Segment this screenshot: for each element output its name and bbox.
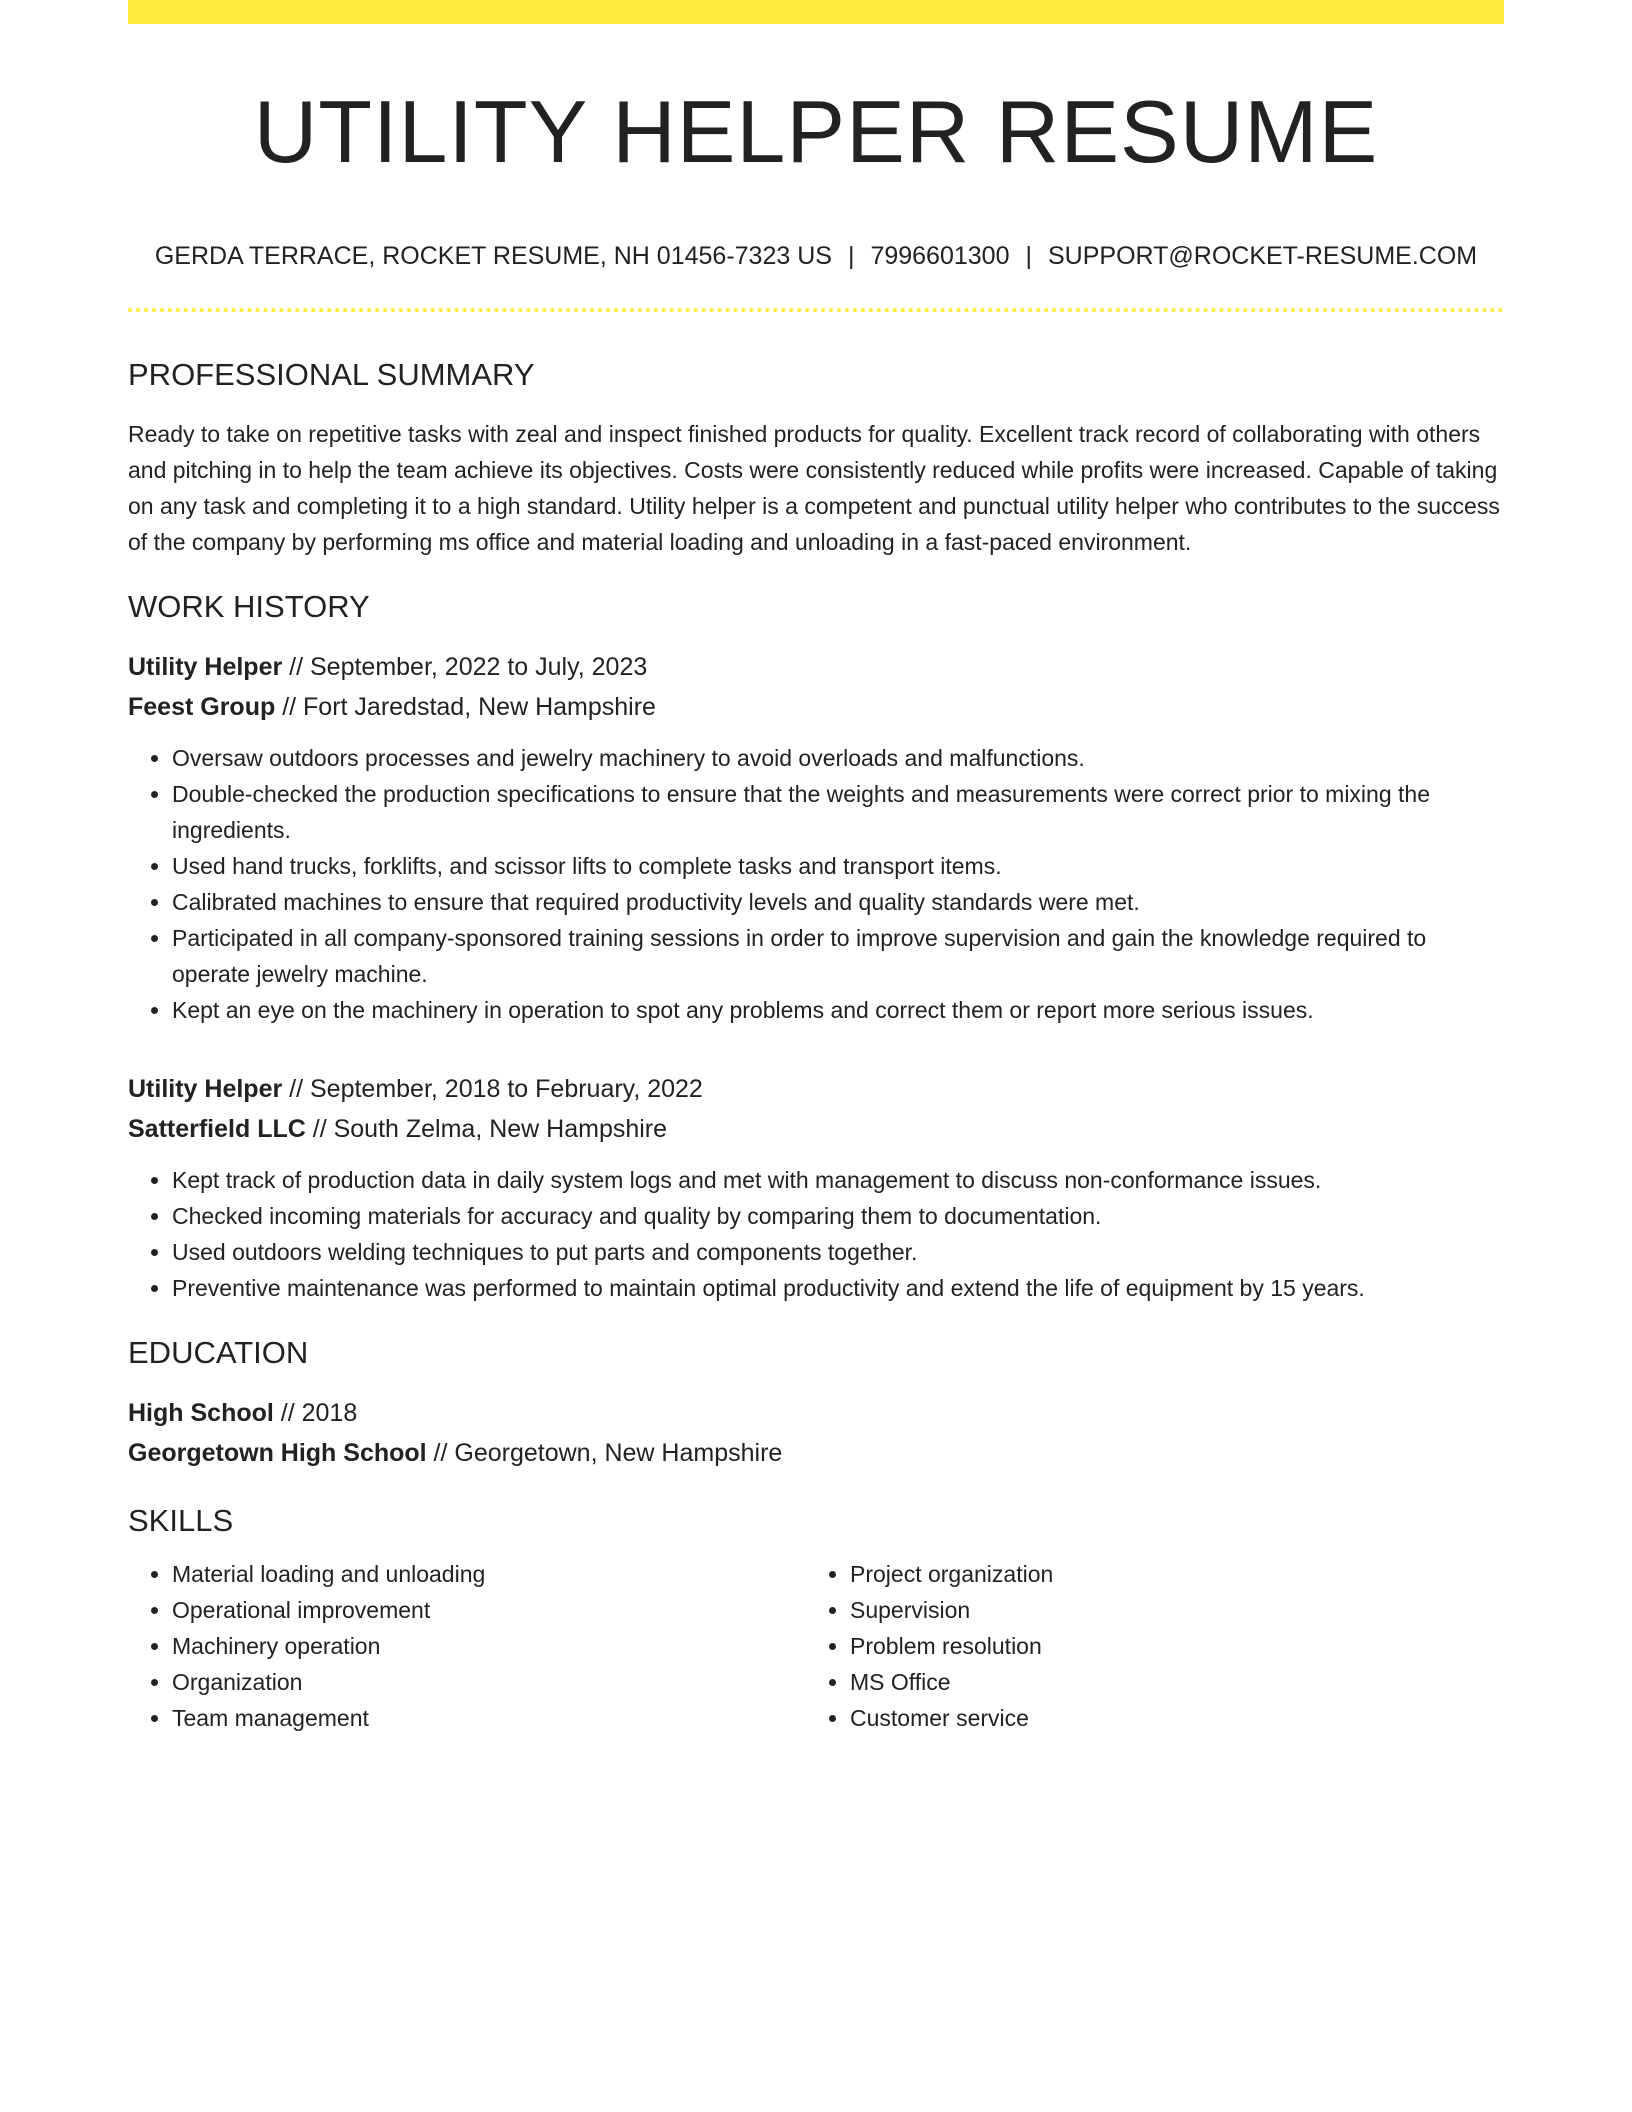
skills-list-right [806, 1556, 1484, 1736]
job-dates: // September, 2022 to July, 2023 [282, 653, 648, 681]
job-bullet: • Participated in all company-sponsored training sessions in order to improve supervision and gain the knowledge required to operate jewelry machine. [172, 920, 1504, 992]
dotted-divider [128, 308, 1504, 312]
contact-address: GERDA TERRACE, ROCKET RESUME, NH 01456-7323 US [154, 242, 832, 270]
resume-page [128, 0, 1504, 1736]
contact-separator: | [1025, 242, 1032, 270]
education-school-line [128, 1434, 1504, 1472]
skills-list-left [128, 1556, 806, 1736]
summary-text: Ready to take on repetitive tasks with zeal and inspect finished products for quality. Excellent track record of collaborating with others and pitching in to help the team achieve its objectives. Costs were consistently reduced while profits were increased. Capable of taking on any task and completing it to a high standard. Utility helper is a competent and punctual utility helper who contributes to the success of the company by performing ms office and material loading and unloading in a fast-paced environment. [128, 421, 1500, 555]
skill-item: • Supervision [850, 1592, 1484, 1628]
job-bullet: • Used outdoors welding techniques to put parts and components together. [172, 1234, 1504, 1270]
job-bullet: • Kept track of production data in daily system logs and met with management to discuss non-conformance issues. [172, 1162, 1504, 1198]
job-bullet: • Calibrated machines to ensure that required productivity levels and quality standards were met. [172, 884, 1504, 920]
skill-item: • Organization [172, 1664, 806, 1700]
job-dates: // September, 2018 to February, 2022 [282, 1075, 703, 1103]
education-school: Georgetown High School [128, 1439, 427, 1467]
job-entry [128, 1070, 1504, 1306]
education-location: // Georgetown, New Hampshire [426, 1439, 783, 1467]
job-company: Feest Group [128, 693, 276, 721]
job-company-line [128, 688, 1504, 726]
skills-columns [128, 1556, 1504, 1736]
job-bullet: • Kept an eye on the machinery in operation to spot any problems and correct them or report more serious issues. [172, 992, 1504, 1028]
job-entry [128, 648, 1504, 1028]
skill-item: • Machinery operation [172, 1628, 806, 1664]
job-role: Utility Helper [128, 653, 283, 681]
job-title-line [128, 648, 1504, 686]
contact-line [128, 240, 1504, 272]
job-title-line [128, 1070, 1504, 1108]
job-spacer [128, 1028, 1504, 1050]
skill-item: • Customer service [850, 1700, 1484, 1736]
job-role: Utility Helper [128, 1075, 283, 1103]
job-bullets [128, 740, 1504, 1028]
job-location: // Fort Jaredstad, New Hampshire [275, 693, 656, 721]
job-location: // South Zelma, New Hampshire [305, 1115, 668, 1143]
skill-item: • MS Office [850, 1664, 1484, 1700]
skills-heading: SKILLS [128, 1503, 234, 1538]
skill-item: • Material loading and unloading [172, 1556, 806, 1592]
job-bullet: • Oversaw outdoors processes and jewelry machinery to avoid overloads and malfunctions. [172, 740, 1504, 776]
job-company: Satterfield LLC [128, 1115, 306, 1143]
skill-item: • Team management [172, 1700, 806, 1736]
contact-phone: 7996601300 [870, 242, 1010, 270]
skill-item: • Project organization [850, 1556, 1484, 1592]
job-bullet: • Double-checked the production specifications to ensure that the weights and measurements were correct prior to mixing the ingredients. [172, 776, 1504, 848]
contact-separator: | [847, 242, 855, 270]
job-bullets [128, 1162, 1504, 1306]
summary-heading: PROFESSIONAL SUMMARY [128, 357, 535, 392]
job-company-line [128, 1110, 1504, 1148]
job-bullet: • Preventive maintenance was performed to maintain optimal productivity and extend the life of equipment by 15 years. [172, 1270, 1504, 1306]
education-year: // 2018 [273, 1399, 358, 1427]
education-degree: High School [128, 1399, 274, 1427]
skill-item: • Operational improvement [172, 1592, 806, 1628]
resume-title: UTILITY HELPER RESUME [253, 82, 1379, 181]
top-accent-bar [128, 0, 1504, 24]
job-bullet: • Used hand trucks, forklifts, and scissor lifts to complete tasks and transport items. [172, 848, 1504, 884]
education-degree-line [128, 1394, 1504, 1432]
contact-email: SUPPORT@ROCKET-RESUME.COM [1047, 242, 1478, 270]
skill-item: • Problem resolution [850, 1628, 1484, 1664]
job-bullet: • Checked incoming materials for accuracy and quality by comparing them to documentation. [172, 1198, 1504, 1234]
education-heading: EDUCATION [128, 1335, 309, 1370]
work-history-heading: WORK HISTORY [128, 589, 370, 624]
